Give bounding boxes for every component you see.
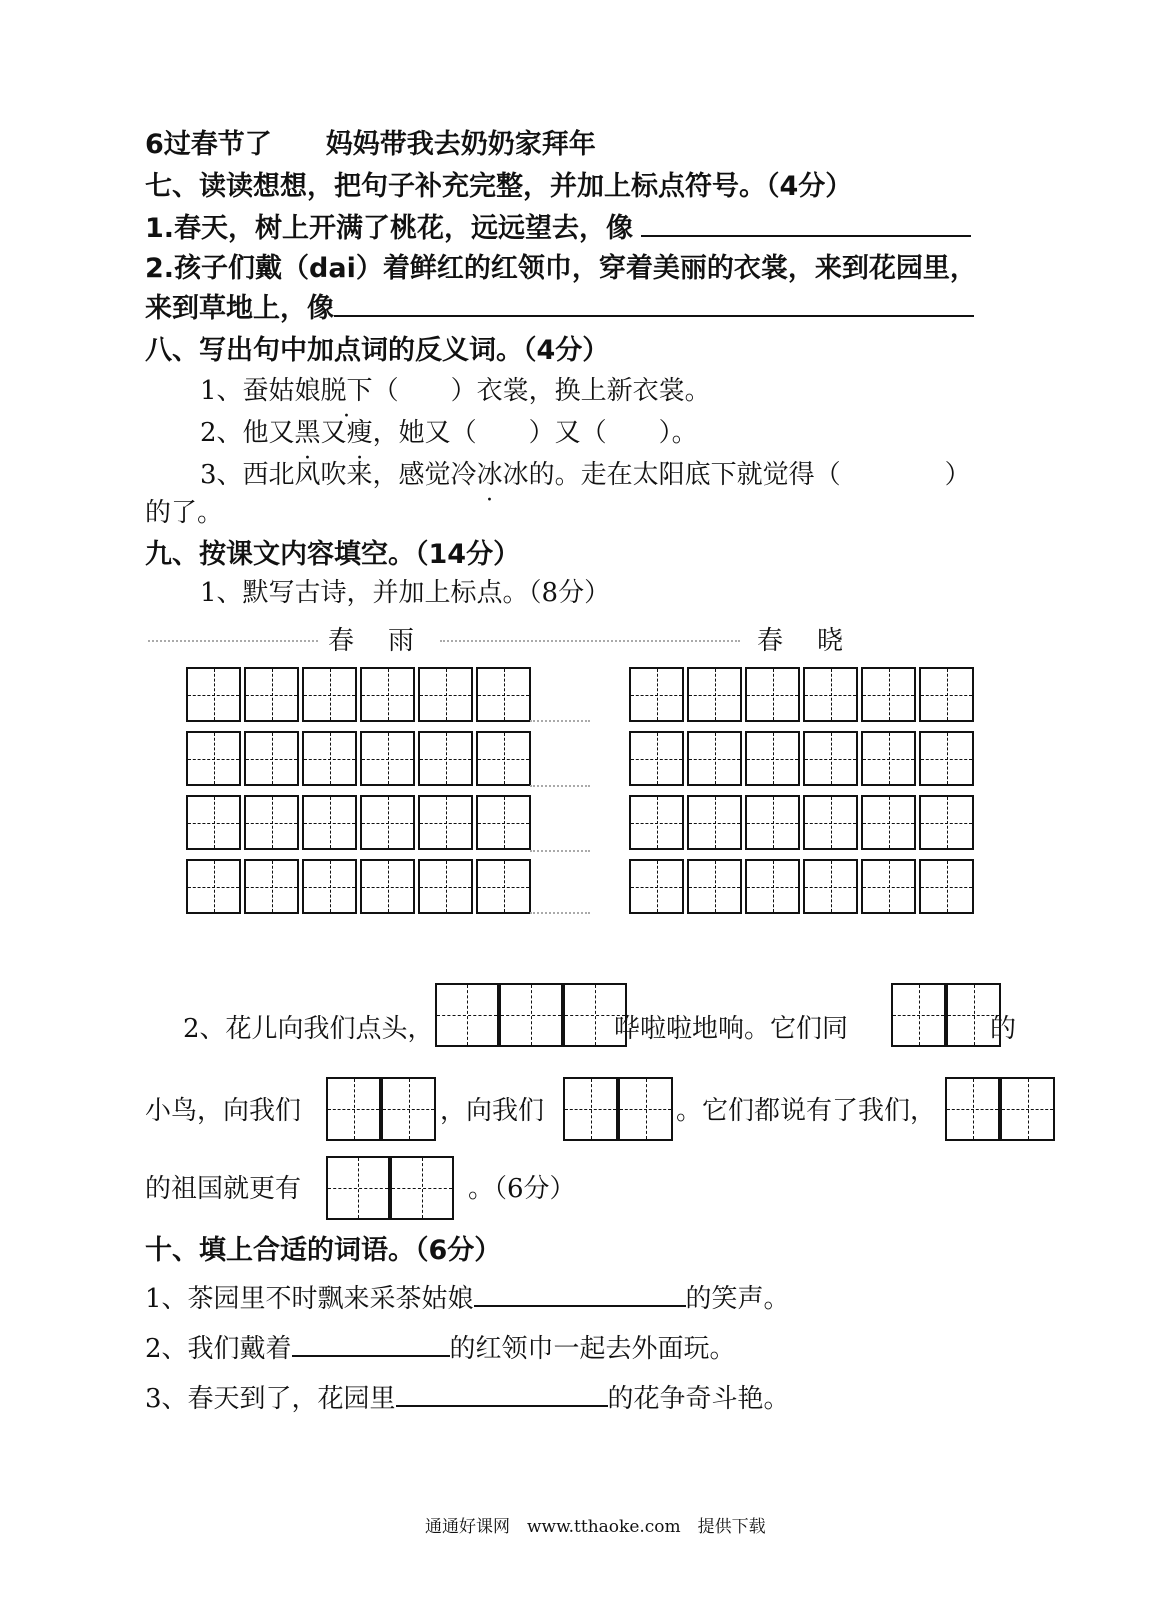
emphasized-word: 脱下 bbox=[320, 376, 373, 406]
writing-cell[interactable] bbox=[244, 795, 299, 850]
q-text: 的。走在太阳底下就觉得（ ） bbox=[528, 460, 971, 490]
writing-cell[interactable] bbox=[186, 795, 241, 850]
writing-cell[interactable] bbox=[476, 795, 531, 850]
q-text: 又 bbox=[320, 418, 347, 448]
writing-cell[interactable] bbox=[861, 795, 916, 850]
answer-blank[interactable] bbox=[641, 211, 971, 237]
writing-cell[interactable] bbox=[745, 731, 800, 786]
section-7-q2a: 2.孩子们戴（dai）着鲜红的红领巾，穿着美丽的衣裳，来到花园里， bbox=[145, 253, 977, 284]
writing-cell[interactable] bbox=[687, 731, 742, 786]
q-text: 1、蚕姑娘 bbox=[200, 376, 321, 406]
section-9-q2d: 小鸟，向我们 bbox=[145, 1096, 302, 1126]
writing-cell[interactable] bbox=[302, 667, 357, 722]
q-text: ，她又（ ）又（ ）。 bbox=[372, 418, 698, 448]
section-8-q2 bbox=[200, 412, 698, 449]
writing-cell[interactable] bbox=[629, 795, 684, 850]
writing-cell[interactable] bbox=[418, 731, 473, 786]
writing-cell[interactable] bbox=[861, 859, 916, 914]
writing-cell[interactable] bbox=[745, 795, 800, 850]
writing-cell[interactable] bbox=[919, 795, 974, 850]
writing-cell[interactable] bbox=[919, 667, 974, 722]
section-9-q2b: 哗啦啦地响。它们同 bbox=[614, 1014, 849, 1044]
writing-cell[interactable] bbox=[360, 731, 415, 786]
q-text: 3、春天到了，花园里 bbox=[145, 1384, 396, 1414]
writing-cell[interactable] bbox=[302, 731, 357, 786]
section-9-q2a: 2、花儿向我们点头， bbox=[183, 1014, 434, 1044]
section-8-q3-cont: 的了。 bbox=[145, 498, 224, 528]
writing-cell[interactable] bbox=[1000, 1077, 1055, 1141]
writing-cell[interactable] bbox=[302, 859, 357, 914]
writing-cell[interactable] bbox=[360, 795, 415, 850]
q-text: 1、茶园里不时飘来采茶姑娘 bbox=[145, 1284, 474, 1314]
q-text: 2、他又 bbox=[200, 418, 295, 448]
answer-blank[interactable] bbox=[292, 1331, 450, 1357]
section-8-q3 bbox=[200, 454, 971, 491]
writing-cell[interactable] bbox=[629, 859, 684, 914]
writing-cell[interactable] bbox=[326, 1077, 381, 1141]
writing-cell[interactable] bbox=[390, 1156, 454, 1220]
writing-cell[interactable] bbox=[244, 667, 299, 722]
section-9-title: 九、按课文内容填空。（14分） bbox=[145, 539, 521, 570]
section-10-q3 bbox=[145, 1378, 790, 1415]
writing-cell[interactable] bbox=[745, 859, 800, 914]
writing-cell[interactable] bbox=[745, 667, 800, 722]
writing-cell[interactable] bbox=[302, 795, 357, 850]
line-6: 6过春节了 妈妈带我去奶奶家拜年 bbox=[145, 129, 596, 160]
section-7-q1 bbox=[145, 206, 971, 245]
writing-cell[interactable] bbox=[687, 667, 742, 722]
dotted-guide bbox=[148, 640, 318, 642]
writing-cell[interactable] bbox=[861, 731, 916, 786]
section-7-title: 七、读读想想，把句子补充完整，并加上标点符号。（4分） bbox=[145, 171, 853, 202]
q-text: （ ）衣裳，换上新衣裳。 bbox=[372, 376, 711, 406]
section-8-q1 bbox=[200, 370, 711, 407]
poem-title-chunyu: 春 雨 bbox=[328, 626, 419, 656]
writing-cell[interactable] bbox=[476, 731, 531, 786]
section-9-q2h: 。（6分） bbox=[468, 1174, 576, 1204]
q-text: 2、我们戴着 bbox=[145, 1334, 292, 1364]
emphasized-word: 冷冰冰 bbox=[450, 460, 529, 490]
section-7-q2b bbox=[145, 286, 974, 325]
writing-cell[interactable] bbox=[476, 667, 531, 722]
dotted-guide bbox=[530, 912, 590, 914]
writing-cell[interactable] bbox=[803, 731, 858, 786]
writing-cell[interactable] bbox=[418, 795, 473, 850]
writing-cell[interactable] bbox=[803, 859, 858, 914]
dotted-guide bbox=[440, 640, 740, 642]
writing-cell[interactable] bbox=[360, 667, 415, 722]
writing-cell[interactable] bbox=[418, 859, 473, 914]
writing-cell[interactable] bbox=[326, 1156, 390, 1220]
writing-cell[interactable] bbox=[891, 983, 946, 1047]
writing-cell[interactable] bbox=[803, 795, 858, 850]
q-text: 3、西北风吹来，感觉 bbox=[200, 460, 451, 490]
writing-cell[interactable] bbox=[687, 795, 742, 850]
writing-cell[interactable] bbox=[803, 667, 858, 722]
writing-cell[interactable] bbox=[186, 731, 241, 786]
answer-blank[interactable] bbox=[334, 291, 974, 317]
writing-cell[interactable] bbox=[919, 859, 974, 914]
writing-cell[interactable] bbox=[687, 859, 742, 914]
section-8-title: 八、写出句中加点词的反义词。（4分） bbox=[145, 335, 610, 366]
section-9-q2e: ，向我们 bbox=[440, 1096, 545, 1126]
section-9-q2f: 。它们都说有了我们， bbox=[676, 1096, 937, 1126]
section-9-q1: 1、默写古诗，并加上标点。（8分） bbox=[200, 578, 611, 608]
dotted-guide bbox=[530, 850, 590, 852]
dotted-guide bbox=[530, 720, 590, 722]
section-7-q2b-text: 来到草地上，像 bbox=[145, 293, 334, 324]
section-9-q2g: 的祖国就更有 bbox=[145, 1174, 302, 1204]
q-text: 的红领巾一起去外面玩。 bbox=[449, 1334, 736, 1364]
section-10-title: 十、填上合适的词语。（6分） bbox=[145, 1235, 502, 1266]
writing-cell[interactable] bbox=[499, 983, 563, 1047]
emphasized-word: 瘦 bbox=[346, 418, 373, 448]
footer-credit: 通通好课网 www.tthaoke.com 提供下载 bbox=[425, 1517, 766, 1537]
writing-cell[interactable] bbox=[435, 983, 499, 1047]
dotted-guide bbox=[530, 785, 590, 787]
writing-cell[interactable] bbox=[629, 731, 684, 786]
q-text: 的花争奇斗艳。 bbox=[607, 1384, 790, 1414]
writing-cell[interactable] bbox=[563, 1077, 618, 1141]
writing-cell[interactable] bbox=[945, 1077, 1000, 1141]
writing-cell[interactable] bbox=[186, 667, 241, 722]
writing-cell[interactable] bbox=[618, 1077, 673, 1141]
section-9-q2c: 的 bbox=[990, 1014, 1017, 1044]
answer-blank[interactable] bbox=[396, 1381, 608, 1407]
writing-cell[interactable] bbox=[476, 859, 531, 914]
writing-cell[interactable] bbox=[629, 667, 684, 722]
writing-cell[interactable] bbox=[381, 1077, 436, 1141]
writing-cell[interactable] bbox=[919, 731, 974, 786]
q-text: 的笑声。 bbox=[685, 1284, 790, 1314]
writing-cell[interactable] bbox=[186, 859, 241, 914]
writing-cell[interactable] bbox=[244, 731, 299, 786]
poem-title-chunxiao: 春 晓 bbox=[757, 626, 848, 656]
writing-cell[interactable] bbox=[360, 859, 415, 914]
writing-cell[interactable] bbox=[244, 859, 299, 914]
writing-cell[interactable] bbox=[418, 667, 473, 722]
section-10-q2 bbox=[145, 1328, 736, 1365]
answer-blank[interactable] bbox=[474, 1281, 686, 1307]
section-7-q1-text: 1.春天，树上开满了桃花，远远望去，像 bbox=[145, 213, 634, 244]
emphasized-word: 黑 bbox=[294, 418, 321, 448]
writing-cell[interactable] bbox=[861, 667, 916, 722]
section-10-q1 bbox=[145, 1278, 790, 1315]
